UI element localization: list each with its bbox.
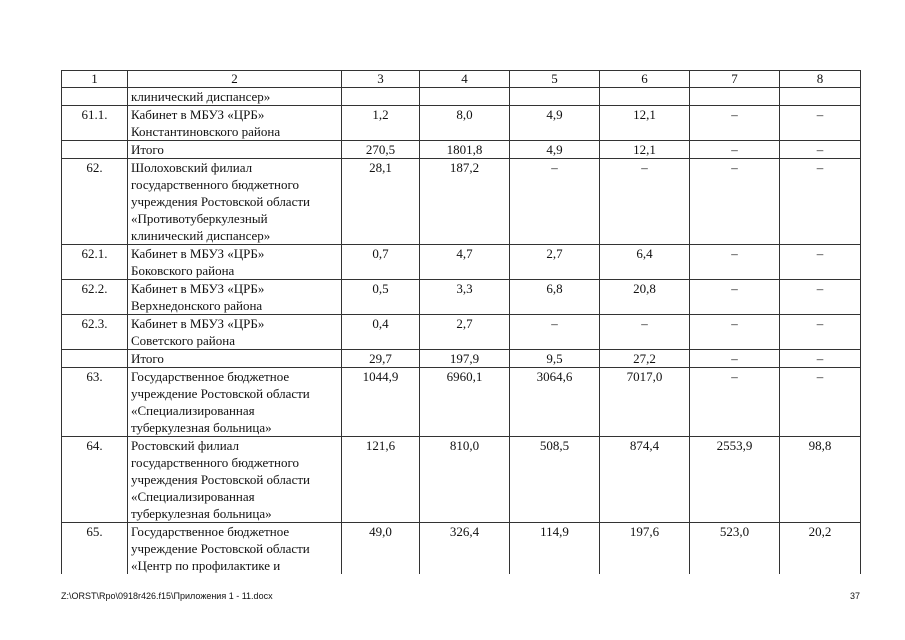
value-cell-c6: 12,1 [600,141,690,159]
value-cell-c3: 1044,9 [342,368,420,437]
value-cell-c5: 2,7 [510,245,600,280]
value-cell-c4 [420,88,510,106]
column-header: 4 [420,71,510,88]
name-line: «Центр по профилактике и [131,558,281,573]
row-number-cell: 65. [62,523,128,575]
name-line: Кабинет в МБУЗ «ЦРБ» [131,281,265,296]
institution-name-cell [128,245,342,280]
value-cell-c7: – [690,315,780,350]
value-cell-c7: – [690,245,780,280]
name-line: Кабинет в МБУЗ «ЦРБ» [131,246,265,261]
value-cell-c3: 28,1 [342,159,420,245]
value-cell-c8: – [780,368,861,437]
data-table [61,70,861,574]
value-cell-c8 [780,88,861,106]
value-cell-c8: 98,8 [780,437,861,523]
table-row [62,141,861,159]
institution-name-cell [128,106,342,141]
institution-name-cell [128,280,342,315]
value-cell-c8: – [780,315,861,350]
name-line: Государственное бюджетное [131,369,290,384]
value-cell-c5: 9,5 [510,350,600,368]
value-cell-c3: 1,2 [342,106,420,141]
footer-page-number: 37 [849,591,860,601]
institution-name-cell [128,88,342,106]
name-line: государственного бюджетного [131,177,299,192]
value-cell-c7: – [690,106,780,141]
institution-name-cell [128,350,342,368]
row-number-cell [62,88,128,106]
name-line: Ростовский филиал [131,438,240,453]
name-line: Итого [131,351,164,366]
row-number-cell: 64. [62,437,128,523]
value-cell-c7 [690,88,780,106]
value-cell-c6 [600,88,690,106]
value-cell-c7: – [690,141,780,159]
name-line: Кабинет в МБУЗ «ЦРБ» [131,107,265,122]
name-line: Кабинет в МБУЗ «ЦРБ» [131,316,265,331]
value-cell-c8: – [780,141,861,159]
name-line: туберкулезная больница» [131,420,272,435]
value-cell-c8: – [780,245,861,280]
name-line: учреждения Ростовской области [131,472,310,487]
name-line: Государственное бюджетное [131,524,290,539]
value-cell-c6: 197,6 [600,523,690,575]
column-header: 7 [690,71,780,88]
value-cell-c4: 4,7 [420,245,510,280]
name-line: учреждения Ростовской области [131,194,310,209]
column-header: 6 [600,71,690,88]
name-line: учреждение Ростовской области [131,541,310,556]
institution-name-cell [128,141,342,159]
name-line: клинический диспансер» [131,89,271,104]
value-cell-c5: 3064,6 [510,368,600,437]
value-cell-c8: – [780,280,861,315]
value-cell-c4: 6960,1 [420,368,510,437]
value-cell-c6: – [600,159,690,245]
name-line: Шолоховский филиал [131,160,253,175]
institution-name-cell [128,523,342,575]
row-number-cell: 62.3. [62,315,128,350]
table-row [62,106,861,141]
name-line: Константиновского района [131,124,281,139]
table-body [62,71,861,575]
value-cell-c4: 810,0 [420,437,510,523]
value-cell-c6: – [600,315,690,350]
value-cell-c5: 114,9 [510,523,600,575]
value-cell-c6: 874,4 [600,437,690,523]
value-cell-c3: 270,5 [342,141,420,159]
value-cell-c3: 0,4 [342,315,420,350]
value-cell-c7: – [690,350,780,368]
value-cell-c3: 0,7 [342,245,420,280]
value-cell-c3: 0,5 [342,280,420,315]
row-number-cell [62,350,128,368]
value-cell-c8: – [780,106,861,141]
value-cell-c3 [342,88,420,106]
value-cell-c6: 27,2 [600,350,690,368]
value-cell-c3: 49,0 [342,523,420,575]
footer-file-path: Z:\ORST\Rpo\0918r426.f15\Приложения 1 - 11.docx [61,591,273,601]
name-line: туберкулезная больница» [131,506,272,521]
institution-name-cell [128,315,342,350]
value-cell-c6: 20,8 [600,280,690,315]
value-cell-c4: 3,3 [420,280,510,315]
value-cell-c5: 508,5 [510,437,600,523]
value-cell-c4: 326,4 [420,523,510,575]
row-number-cell [62,141,128,159]
column-header: 3 [342,71,420,88]
column-header: 5 [510,71,600,88]
value-cell-c8: – [780,159,861,245]
table-row [62,368,861,437]
value-cell-c6: 12,1 [600,106,690,141]
value-cell-c5: 4,9 [510,106,600,141]
value-cell-c6: 7017,0 [600,368,690,437]
row-number-cell: 62. [62,159,128,245]
name-line: «Противотуберкулезный [131,211,268,226]
table-row [62,437,861,523]
row-number-cell: 63. [62,368,128,437]
name-line: Боковского района [131,263,235,278]
value-cell-c8: – [780,350,861,368]
value-cell-c7: – [690,368,780,437]
value-cell-c5: 4,9 [510,141,600,159]
value-cell-c4: 187,2 [420,159,510,245]
column-header: 8 [780,71,861,88]
value-cell-c4: 2,7 [420,315,510,350]
value-cell-c5: – [510,159,600,245]
table-row [62,315,861,350]
column-header: 1 [62,71,128,88]
institution-name-cell [128,368,342,437]
column-number-row [62,71,861,88]
value-cell-c4: 197,9 [420,350,510,368]
value-cell-c7: – [690,159,780,245]
institution-name-cell [128,437,342,523]
name-line: Советского района [131,333,235,348]
name-line: «Специализированная [131,403,255,418]
name-line: клинический диспансер» [131,228,271,243]
table-row [62,523,861,575]
value-cell-c7: 523,0 [690,523,780,575]
table-row [62,280,861,315]
table-row [62,245,861,280]
institution-name-cell [128,159,342,245]
value-cell-c4: 1801,8 [420,141,510,159]
value-cell-c6: 6,4 [600,245,690,280]
value-cell-c3: 121,6 [342,437,420,523]
value-cell-c5: 6,8 [510,280,600,315]
value-cell-c8: 20,2 [780,523,861,575]
value-cell-c7: – [690,280,780,315]
table-row [62,350,861,368]
row-number-cell: 61.1. [62,106,128,141]
value-cell-c5: – [510,315,600,350]
row-number-cell: 62.2. [62,280,128,315]
name-line: «Специализированная [131,489,255,504]
column-header: 2 [128,71,342,88]
value-cell-c5 [510,88,600,106]
name-line: Итого [131,142,164,157]
name-line: Верхнедонского района [131,298,263,313]
value-cell-c3: 29,7 [342,350,420,368]
value-cell-c4: 8,0 [420,106,510,141]
value-cell-c7: 2553,9 [690,437,780,523]
table-row [62,159,861,245]
row-number-cell: 62.1. [62,245,128,280]
table-row [62,88,861,106]
name-line: учреждение Ростовской области [131,386,310,401]
name-line: государственного бюджетного [131,455,299,470]
